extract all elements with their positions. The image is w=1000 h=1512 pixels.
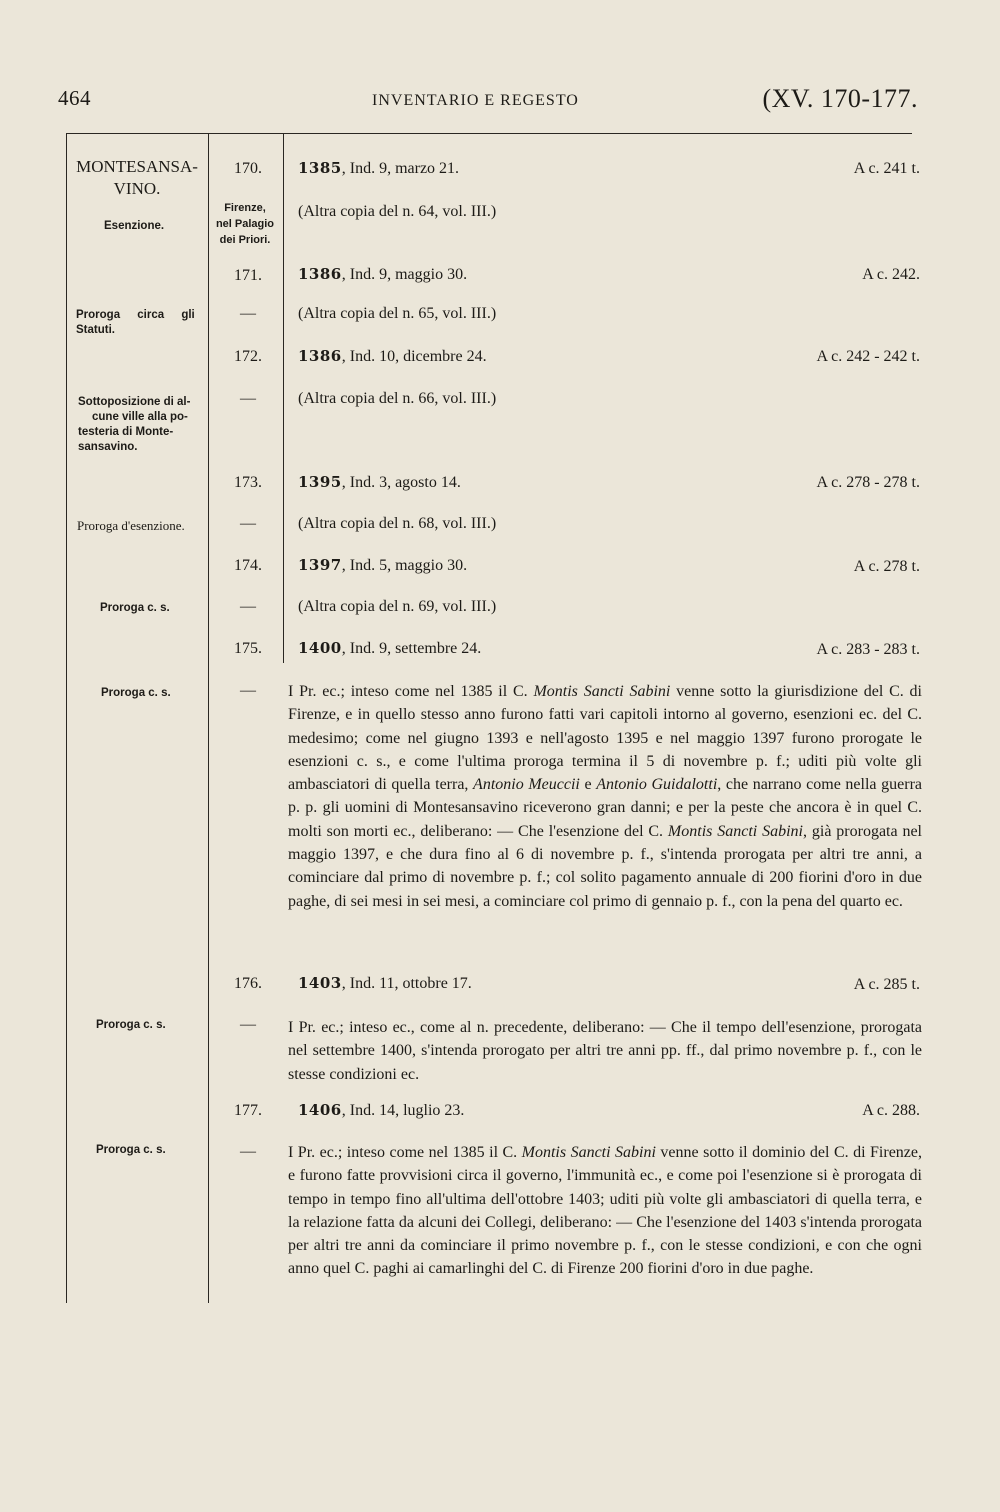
entry-year: 1403 <box>298 974 342 992</box>
subject-note: Proroga c. s. <box>96 1019 166 1031</box>
entry-date: , Ind. 11, ottobre 17. <box>341 975 472 992</box>
entry-text <box>288 680 922 913</box>
entry-date-line <box>298 974 472 993</box>
entry-number: 170. <box>234 160 262 177</box>
entry-date: , Ind. 3, agosto 14. <box>341 474 461 491</box>
dash-marker: — <box>240 598 256 615</box>
entry-date-line <box>298 639 481 658</box>
archive-reference: A c. 278 - 278 t. <box>816 474 920 491</box>
text-run: , che narrano come nella guerra p. p. gli uomini di Montesansavino riceverono gran danni; e per la peste che ancora è in quel C. molti son morti ec., deliberano: — Che l'esenzione del C. <box>288 776 923 840</box>
entry-date-line <box>298 265 467 284</box>
entry-date-line <box>298 556 467 575</box>
archive-reference: A c. 288. <box>862 1102 920 1119</box>
entry-number: 176. <box>234 975 262 992</box>
copy-note: (Altra copia del n. 65, vol. III.) <box>298 305 497 322</box>
entry-date: , Ind. 9, maggio 30. <box>341 266 468 283</box>
subject-line: testeria di Monte- <box>78 426 174 438</box>
text-run: e <box>579 776 597 794</box>
entry-year: 1400 <box>298 639 342 657</box>
dash-marker: — <box>240 1016 256 1033</box>
subject-line: Proroga circa gli <box>76 309 195 321</box>
entry-date-line <box>298 159 459 178</box>
entry-number: 171. <box>234 267 262 284</box>
latin-term: Montis Sancti Sabini <box>667 822 803 840</box>
archive-reference: A c. 241 t. <box>853 160 920 177</box>
copy-note: (Altra copia del n. 64, vol. III.) <box>298 203 497 220</box>
text-run: I Pr. ec.; inteso ec., come al n. precedente, deliberano: — Che il tempo dell'esenzione, prorogata nel settembre 1400, s'intenda prorogato per altri tre anni pp. ff., dal primo novembre p. f., con le stesse condizioni ec. <box>288 1019 922 1083</box>
person-name: Antonio Guidalotti <box>596 776 718 794</box>
entry-date: , Ind. 14, luglio 23. <box>341 1102 465 1119</box>
subject-note: Esenzione. <box>104 220 165 232</box>
entry-year: 1395 <box>298 473 342 491</box>
latin-term: Montis Sancti Sabini <box>533 683 671 700</box>
text-run: I Pr. ec.; inteso come nel 1385 il C. <box>288 1144 522 1161</box>
person-name: Antonio Meuccii <box>473 776 580 794</box>
dash-marker: — <box>240 515 256 532</box>
subject-note: Proroga c. s. <box>100 602 170 614</box>
header-rule <box>66 133 912 134</box>
archive-reference: A c. 285 t. <box>853 976 920 993</box>
running-title: INVENTARIO E REGESTO <box>372 92 579 109</box>
entry-year: 1386 <box>298 347 342 365</box>
dash-marker: — <box>240 390 256 407</box>
dash-marker: — <box>240 305 256 322</box>
column-divider-left <box>66 133 67 1303</box>
place-heading <box>66 156 208 200</box>
subject-note: Proroga c. s. <box>96 1144 166 1156</box>
origin-note <box>208 200 282 248</box>
text-run: I Pr. ec.; inteso come nel 1385 il C. <box>288 683 534 700</box>
text-run: venne sotto il dominio del C. di Firenze, e furono fatte provvisioni circa il governo, l'immunità ec., e come poi l'esenzione si è prorogata di tempo in tempo fino all'ultima dell'ottobre 1403; uditi più volte gli ambasciatori di quella terra, e la relazione fatta da alcuni dei Collegi, deliberano: — Che l'esenzione del 1403 s'intenda prorogata per altri tre anni da cominciare il primo novembre p. f., con le stesse condizioni, e con che ogni anno quel C. paghi ai camarlinghi del C. di Firenze 200 fiorini d'oro in due paghe. <box>288 1144 923 1278</box>
subject-line: Statuti. <box>76 324 115 336</box>
archive-reference: A c. 242 - 242 t. <box>816 348 920 365</box>
origin-line: Firenze, <box>224 202 266 214</box>
column-divider-subject <box>208 133 209 1303</box>
entry-text <box>288 1141 922 1281</box>
copy-note: (Altra copia del n. 69, vol. III.) <box>298 598 497 615</box>
latin-term: Montis Sancti Sabini <box>521 1144 656 1161</box>
subject-line: cune ville alla po- <box>92 411 188 423</box>
section-range: (XV. 170-177. <box>762 84 918 113</box>
subject-note <box>76 308 204 338</box>
entry-year: 1397 <box>298 556 342 574</box>
entry-date: , Ind. 5, maggio 30. <box>341 557 468 574</box>
entry-year: 1406 <box>298 1101 342 1119</box>
origin-line: nel Palagio <box>215 218 275 230</box>
dash-marker: — <box>240 682 256 699</box>
entry-date: , Ind. 9, marzo 21. <box>341 160 460 177</box>
archive-reference: A c. 283 - 283 t. <box>816 641 920 658</box>
place-line: VINO. <box>113 179 161 198</box>
entry-number: 175. <box>234 640 262 657</box>
entry-number: 174. <box>234 557 262 574</box>
dash-marker: — <box>240 1143 256 1160</box>
archive-reference: A c. 278 t. <box>853 558 920 575</box>
subject-line: sansavino. <box>78 441 138 453</box>
text-run: , già prorogata nel maggio 1397, e che dura fino al 6 di novembre p. f., s'intenda prorogata per altri tre anni, a cominciare dal primo di novembre p. f.; col solito pagamento annuale di 200 fiorini d'oro in due paghe, di sei mesi in sei mesi, a cominciare col primo di gennaio p. f., con la pena del quarto ec. <box>288 822 923 910</box>
text-run: venne sotto la giurisdizione del C. di Firenze, e in quello stesso anno furono fatti vari capitoli intorno al governo, esenzioni ec. del C. medesimo; come nel giugno 1393 e nell'agosto 1395 e nel maggio 1397 furono prorogate le esenzioni c. s., e come l'ultima proroga termina il 5 di novembre p. f.; uditi più volte gli ambasciatori di quella terra, <box>288 683 923 794</box>
subject-note <box>78 395 190 455</box>
entry-date: , Ind. 9, settembre 24. <box>341 640 482 657</box>
entry-year: 1385 <box>298 159 342 177</box>
subject-note: Proroga c. s. <box>101 687 171 699</box>
copy-note: (Altra copia del n. 66, vol. III.) <box>298 390 497 407</box>
entry-text <box>288 1016 922 1086</box>
entry-date: , Ind. 10, dicembre 24. <box>341 348 487 365</box>
entry-date-line <box>298 1101 464 1120</box>
subject-line: Sottoposizione di al- <box>78 396 191 408</box>
entry-year: 1386 <box>298 265 342 283</box>
entry-date-line <box>298 473 461 492</box>
subject-note: Proroga d'esenzione. <box>77 518 185 533</box>
origin-line: dei Priori. <box>219 234 271 246</box>
place-line: MONTESANSA- <box>76 157 198 176</box>
entry-date-line <box>298 347 487 366</box>
archive-reference: A c. 242. <box>862 266 920 283</box>
entry-number: 172. <box>234 348 262 365</box>
entry-number: 177. <box>234 1102 262 1119</box>
copy-note: (Altra copia del n. 68, vol. III.) <box>298 515 497 532</box>
entry-number: 173. <box>234 474 262 491</box>
page-number: 464 <box>58 86 91 110</box>
